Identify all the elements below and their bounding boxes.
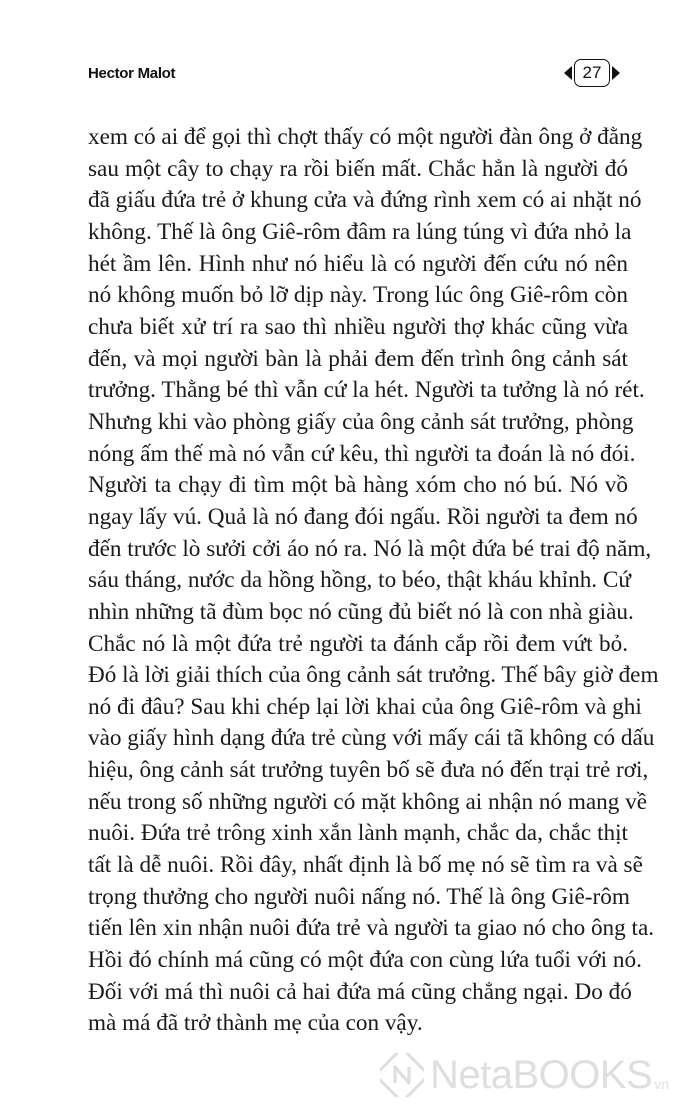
watermark — [380, 1047, 700, 1103]
text-line: Nhưng khi vào phòng giấy của ông cảnh sát trưởng, phòng — [88, 408, 634, 435]
watermark-brand: NetaBOOKS — [430, 1052, 653, 1097]
text-line: nó không muốn bỏ lỡ dịp này. Trong lúc ông Giê-rôm còn — [88, 282, 628, 309]
text-line: nuôi. Đứa trẻ trông xinh xắn lành mạnh, chắc da, chắc thịt — [88, 820, 628, 847]
text-line: Đối với má thì nuôi cả hai đứa má cũng chẳng ngại. Do đó — [88, 978, 632, 1005]
text-line: Đó là lời giải thích của ông cảnh sát trưởng. Thế bây giờ đem — [88, 662, 659, 689]
text-line: hét ầm lên. Hình như nó hiểu là có người đến cứu nó nên — [88, 250, 628, 277]
text-line: đã giấu đứa trẻ ở khung cửa và đứng rình xem có ai nhặt nó — [88, 187, 642, 214]
text-line: xem có ai để gọi thì chợt thấy có một người đàn ông ở đằng — [88, 124, 643, 150]
text-line: nhìn những tã đùm bọc nó cũng đủ biết nó là con nhà giàu. — [88, 598, 634, 625]
page-number: 27 — [574, 59, 610, 87]
text-line: sáu tháng, nước da hồng hồng, to béo, thật kháu khỉnh. Cứ — [88, 567, 631, 594]
text-line: đến trước lò sưởi cởi áo nó ra. Nó là một đứa bé trai độ năm, — [88, 535, 652, 562]
text-line: tất là dễ nuôi. Rồi đây, nhất định là bố mẹ nó sẽ tìm ra và sẽ — [88, 852, 643, 879]
page-header — [88, 55, 620, 95]
text-line: Người ta chạy đi tìm một bà hàng xóm cho nó bú. Nó vồ — [88, 472, 628, 499]
triangle-right-icon — [612, 66, 620, 80]
text-line: sau một cây to chạy ra rồi biến mất. Chắc hẳn là người đó — [88, 155, 628, 182]
text-line: trọng thưởng cho người nuôi nấng nó. Thế là ông Giê-rôm — [88, 883, 630, 910]
text-line: Hồi đó chính má cũng có một đứa con cùng lứa tuổi với nó. — [88, 947, 642, 974]
text-line: ngay lấy vú. Quả là nó đang đói ngấu. Rồi người ta đem nó — [88, 503, 638, 530]
text-line: nó đi đâu? Sau khi chép lại lời khai của ông Giê-rôm và ghi — [88, 693, 642, 720]
text-line: Chắc nó là một đứa trẻ người ta đánh cắp rồi đem vứt bỏ. — [88, 630, 628, 657]
watermark-tld: vn — [654, 1076, 670, 1092]
page-number-indicator — [564, 59, 620, 87]
body-text — [88, 122, 659, 1040]
text-line: tiến lên xin nhận nuôi đứa trẻ và người ta giao nó cho ông ta. — [88, 915, 655, 942]
text-line: đến, và mọi người bàn là phải đem đến trình ông cảnh sát — [88, 345, 628, 372]
author-name: Hector Malot — [88, 65, 176, 82]
text-line: hiệu, ông cảnh sát trưởng tuyên bố sẽ đưa nó đến trại trẻ rơi, — [88, 757, 649, 784]
text-line: không. Thế là ông Giê-rôm đâm ra lúng túng vì đứa nhỏ la — [88, 218, 632, 245]
text-line: nếu trong số những người có mặt không ai nhận nó mang về — [88, 788, 648, 815]
text-line: mà má đã trở thành mẹ của con vậy. — [88, 1010, 423, 1037]
netabooks-logo-icon — [380, 1053, 424, 1097]
text-line: chưa biết xử trí ra sao thì nhiều người thợ khác cũng vừa — [88, 313, 628, 340]
text-line: vào giấy hình dạng đứa trẻ cùng với mấy cái tã không có dấu — [88, 725, 655, 752]
triangle-left-icon — [564, 66, 572, 80]
text-line: trưởng. Thằng bé thì vẫn cứ la hét. Người ta tưởng là nó rét. — [88, 377, 645, 404]
text-line: nóng ấm thế mà nó vẫn cứ kêu, thì người ta đoán là nó đói. — [88, 440, 636, 467]
